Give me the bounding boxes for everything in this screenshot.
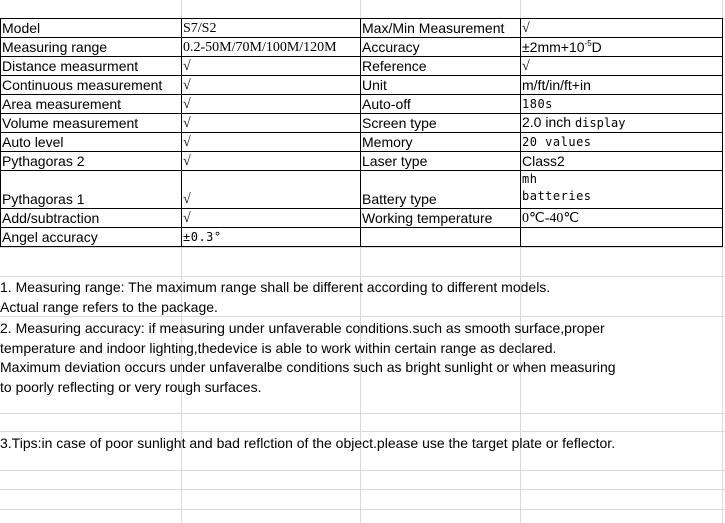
grid-line [0,431,725,432]
table-row [1,209,723,228]
note-line: to poorly reflecting or very rough surfaces. [0,378,262,395]
battery-line-1: mh [522,172,538,186]
table-row [1,133,723,152]
grid-line [0,489,725,490]
cell-label[interactable]: Battery type [361,171,521,209]
cell-label[interactable]: Add/subtraction [1,209,182,228]
table-row [1,38,723,57]
note-measuring-accuracy [0,319,616,397]
check-mark-cell[interactable]: √ [182,57,361,76]
table-row [1,57,723,76]
cell-value[interactable]: Class2 [521,152,723,171]
cell-value[interactable]: 0.2-50M/70M/100M/120M [182,38,361,57]
cell-label[interactable]: Max/Min Measurement [361,19,521,38]
cell-label[interactable]: Continuous measurement [1,76,182,95]
table-row [1,114,723,133]
cell-value[interactable] [521,228,723,247]
cell-label[interactable]: Laser type [361,152,521,171]
cell-label[interactable]: Area measurement [1,95,182,114]
note-tips [0,434,615,454]
cell-label[interactable]: Model [1,19,182,38]
cell-label[interactable]: Accuracy [361,38,521,57]
cell-label[interactable]: Measuring range [1,38,182,57]
note-line: 3.Tips:in case of poor sunlight and bad reflction of the object.please use the target plate or feflector. [0,435,616,451]
note-line: 2. Measuring accuracy: if measuring under unfaverable conditions.such as smooth surface,proper [0,320,605,336]
spec-table [0,18,723,247]
note-line: Maximum deviation occurs under unfaveralbe conditions such as bright sunlight or when measuring [0,359,616,375]
table-row [1,76,723,95]
check-mark-cell[interactable]: √ [182,152,361,171]
accuracy-unit: D [591,38,602,55]
check-mark-cell[interactable]: √ [182,209,361,228]
grid-line [0,509,725,510]
cell-label[interactable] [361,228,521,247]
accuracy-value[interactable] [521,38,723,57]
cell-label[interactable]: Auto level [1,133,182,152]
accuracy-exponent: -5 [584,38,592,48]
cell-value[interactable]: m/ft/in/ft+in [521,76,723,95]
grid-line [0,413,725,414]
cell-label[interactable]: Screen type [361,114,521,133]
table-row [1,19,723,38]
cell-value[interactable]: 0℃-40℃ [521,209,723,228]
check-mark-cell[interactable]: √ [521,19,723,38]
note-line: temperature and indoor lighting,thedevice is able to work within certain range as declared. [0,339,557,356]
cell-value[interactable]: S7/S2 [182,19,361,38]
cell-label[interactable]: Volume measurement [1,114,182,133]
note-line: 1. Measuring range: The maximum range shall be different according to different models. [0,279,551,295]
check-mark-cell[interactable]: √ [521,57,723,76]
cell-value[interactable]: 20 values [521,133,723,152]
check-mark-cell[interactable]: √ [182,114,361,133]
table-row [1,95,723,114]
cell-label[interactable]: Pythagoras 1 [1,171,182,209]
cell-label[interactable]: Memory [361,133,521,152]
battery-value[interactable] [521,171,723,209]
check-mark-cell[interactable]: √ [182,133,361,152]
grid-line [0,247,725,248]
check-mark-cell[interactable]: √ [182,171,361,209]
cell-value[interactable]: 180s [521,95,723,114]
screen-kind: display [574,116,626,130]
note-line: Actual range refers to the package. [0,298,218,315]
cell-label[interactable]: Auto-off [361,95,521,114]
cell-label[interactable]: Working temperature [361,209,521,228]
screen-type-value[interactable] [521,114,723,133]
table-row [1,171,723,209]
check-mark-cell[interactable]: √ [182,95,361,114]
cell-value[interactable]: ±0.3° [182,228,361,247]
cell-label[interactable]: Pythagoras 2 [1,152,182,171]
table-row [1,152,723,171]
cell-label[interactable]: Distance measurment [1,57,182,76]
screen-size: 2.0 inch [522,114,572,130]
grid-line [0,276,725,277]
grid-line [0,470,725,471]
battery-line-2: batteries [522,189,592,203]
table-row [1,228,723,247]
note-measuring-range [0,278,550,317]
cell-label[interactable]: Reference [361,57,521,76]
accuracy-base: ±2mm+10 [522,38,585,55]
cell-label[interactable]: Unit [361,76,521,95]
cell-label[interactable]: Angel accuracy [1,228,182,247]
check-mark-cell[interactable]: √ [182,76,361,95]
